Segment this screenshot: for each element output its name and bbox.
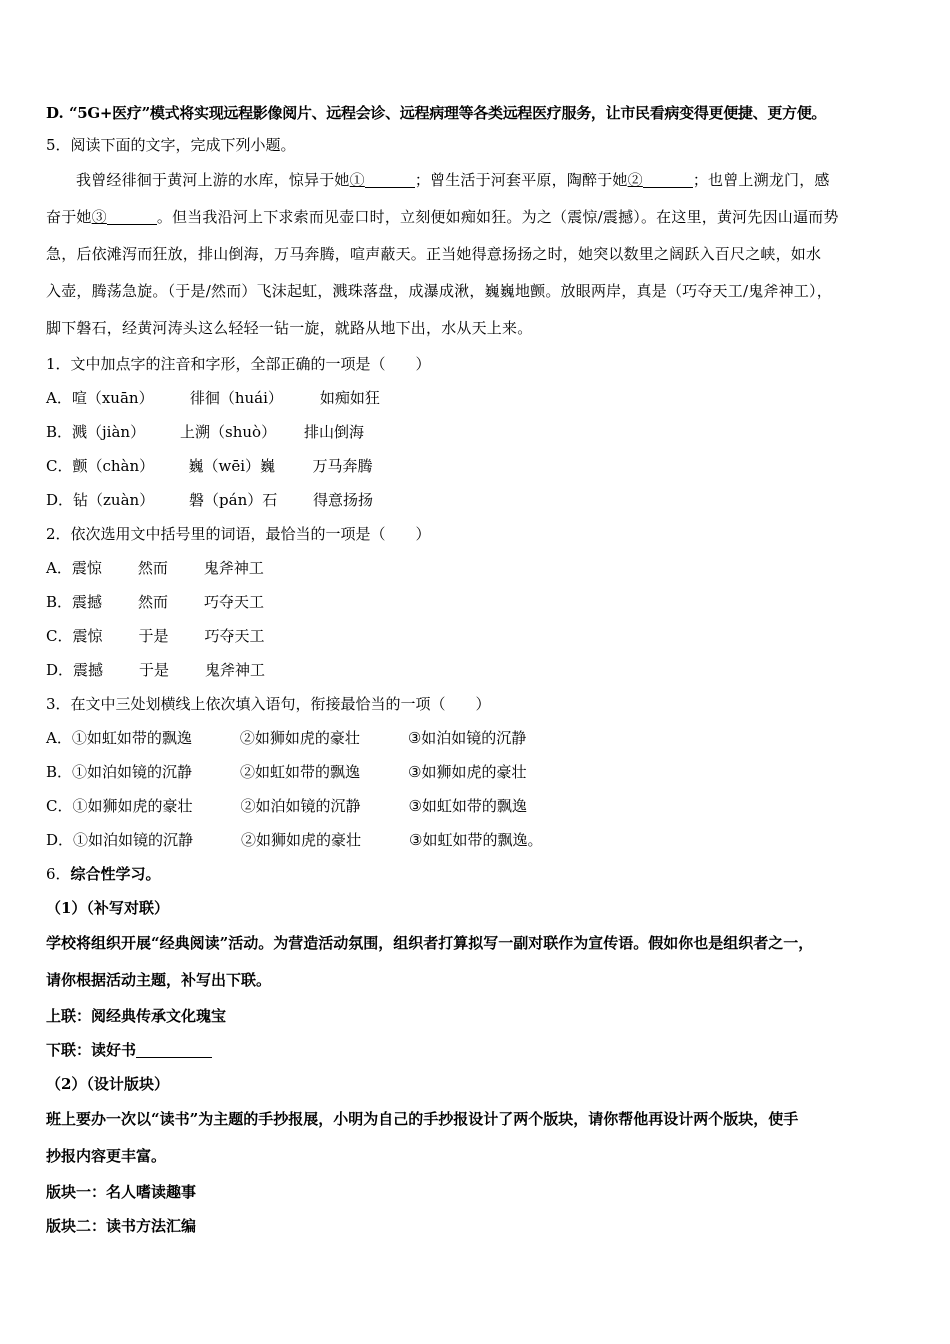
couplet-upper: 上联：阅经典传承文化瑰宝 bbox=[46, 1007, 227, 1025]
q5-2-option-d: D．震撼 于是 鬼斧神工 bbox=[46, 661, 266, 679]
q5-2-option-b: B．震撼 然而 巧夺天工 bbox=[46, 593, 265, 611]
couplet-lower-blank[interactable] bbox=[136, 1039, 212, 1058]
q5-1-option-c: C．颤（chàn） 巍（wēi）巍 万马奔腾 bbox=[46, 457, 373, 475]
q6-part1-desc-2: 请你根据活动主题，补写出下联。 bbox=[46, 971, 272, 989]
q5-3-option-c: C．①如狮如虎的豪壮 ②如泊如镜的沉静 ③如虹如带的飘逸 bbox=[46, 797, 527, 815]
option-letter: D. bbox=[46, 104, 64, 122]
q5-2-option-c: C．震惊 于是 巧夺天工 bbox=[46, 627, 265, 645]
q5-3-stem: 3．在文中三处划横线上依次填入语句，衔接最恰当的一项（ ） bbox=[46, 695, 491, 713]
q6-part2-label: （2）（设计版块） bbox=[46, 1075, 169, 1093]
passage-line-4: 入壶，腾荡急旋。（于是/然而）飞沫起虹，溅珠落盘，成瀑成湫，巍巍地颤。放眼两岸，真是（巧夺天工/鬼斧神工）， bbox=[46, 282, 832, 300]
q6-part1-label: （1）（补写对联） bbox=[46, 899, 169, 917]
couplet-lower: 下联：读好书 bbox=[46, 1033, 908, 1067]
q5-1-option-b: B．溅（jiàn） 上溯（shuò） 排山倒海 bbox=[46, 423, 365, 441]
passage-line-3: 急，后依滩泻而狂放，排山倒海，万马奔腾，喧声蔽天。正当她得意扬扬之时，她突以数里之阔跃入百尺之峡，如水 bbox=[46, 245, 822, 263]
q6-part2-desc-1: 班上要办一次以“读书”为主题的手抄报展，小明为自己的手抄报设计了两个版块，请你帮他再设计两个版块，使手 bbox=[46, 1110, 799, 1128]
block-two: 版块二：读书方法汇编 bbox=[46, 1217, 197, 1235]
q5-3-option-b: B．①如泊如镜的沉静 ②如虹如带的飘逸 ③如狮如虎的豪壮 bbox=[46, 763, 527, 781]
q6-title: 6．综合性学习。 bbox=[46, 865, 161, 883]
blank-2-number: ② bbox=[627, 171, 643, 189]
q4-option-d bbox=[46, 96, 908, 128]
blank-1-number: ① bbox=[349, 171, 365, 189]
passage-line-5: 脚下磐石，经黄河涛头这么轻轻一钻一旋，就路从地下出，水从天上来。 bbox=[46, 319, 533, 337]
blank-3[interactable] bbox=[107, 206, 157, 225]
q6-part2-desc-2: 抄报内容更丰富。 bbox=[46, 1147, 167, 1165]
document-page bbox=[46, 96, 908, 1243]
q5-1-stem: 1．文中加点字的注音和字形，全部正确的一项是（ ） bbox=[46, 355, 431, 373]
blank-2[interactable] bbox=[643, 169, 693, 188]
q5-intro: 5．阅读下面的文字，完成下列小题。 bbox=[46, 136, 296, 154]
option-text: “5G+医疗”模式将实现远程影像阅片、远程会诊、远程病理等各类远程医疗服务，让市民看病变得更便捷、更方便。 bbox=[68, 104, 827, 122]
passage-line-2: 奋于她③ 。但当我沿河上下求索而见壶口时，立刻便如痴如狂。为之（震惊/震撼）。在这里，黄河先因山逼而势 bbox=[46, 208, 839, 226]
blank-1[interactable] bbox=[365, 169, 415, 188]
blank-3-number: ③ bbox=[91, 208, 107, 226]
q5-3-option-a: A．①如虹如带的飘逸 ②如狮如虎的豪壮 ③如泊如镜的沉静 bbox=[46, 729, 527, 747]
q5-2-option-a: A．震惊 然而 鬼斧神工 bbox=[46, 559, 264, 577]
q5-1-option-d: D．钻（zuàn） 磐（pán）石 得意扬扬 bbox=[46, 491, 374, 509]
q6-part1-desc-1: 学校将组织开展“经典阅读”活动。为营造活动氛围，组织者打算拟写一副对联作为宣传语。假如你也是组织者之一， bbox=[46, 934, 814, 952]
q5-passage bbox=[46, 162, 908, 347]
block-one: 版块一：名人嗜读趣事 bbox=[46, 1183, 197, 1201]
passage-line-1: 我曾经徘徊于黄河上游的水库，惊异于她① ；曾生活于河套平原，陶醉于她② ；也曾上溯龙门，感 bbox=[76, 171, 830, 189]
q5-3-option-d: D．①如泊如镜的沉静 ②如狮如虎的豪壮 ③如虹如带的飘逸。 bbox=[46, 831, 543, 849]
q5-1-option-a: A．喧（xuān） 徘徊（huái） 如痴如狂 bbox=[46, 389, 380, 407]
q5-2-stem: 2．依次选用文中括号里的词语，最恰当的一项是（ ） bbox=[46, 525, 431, 543]
